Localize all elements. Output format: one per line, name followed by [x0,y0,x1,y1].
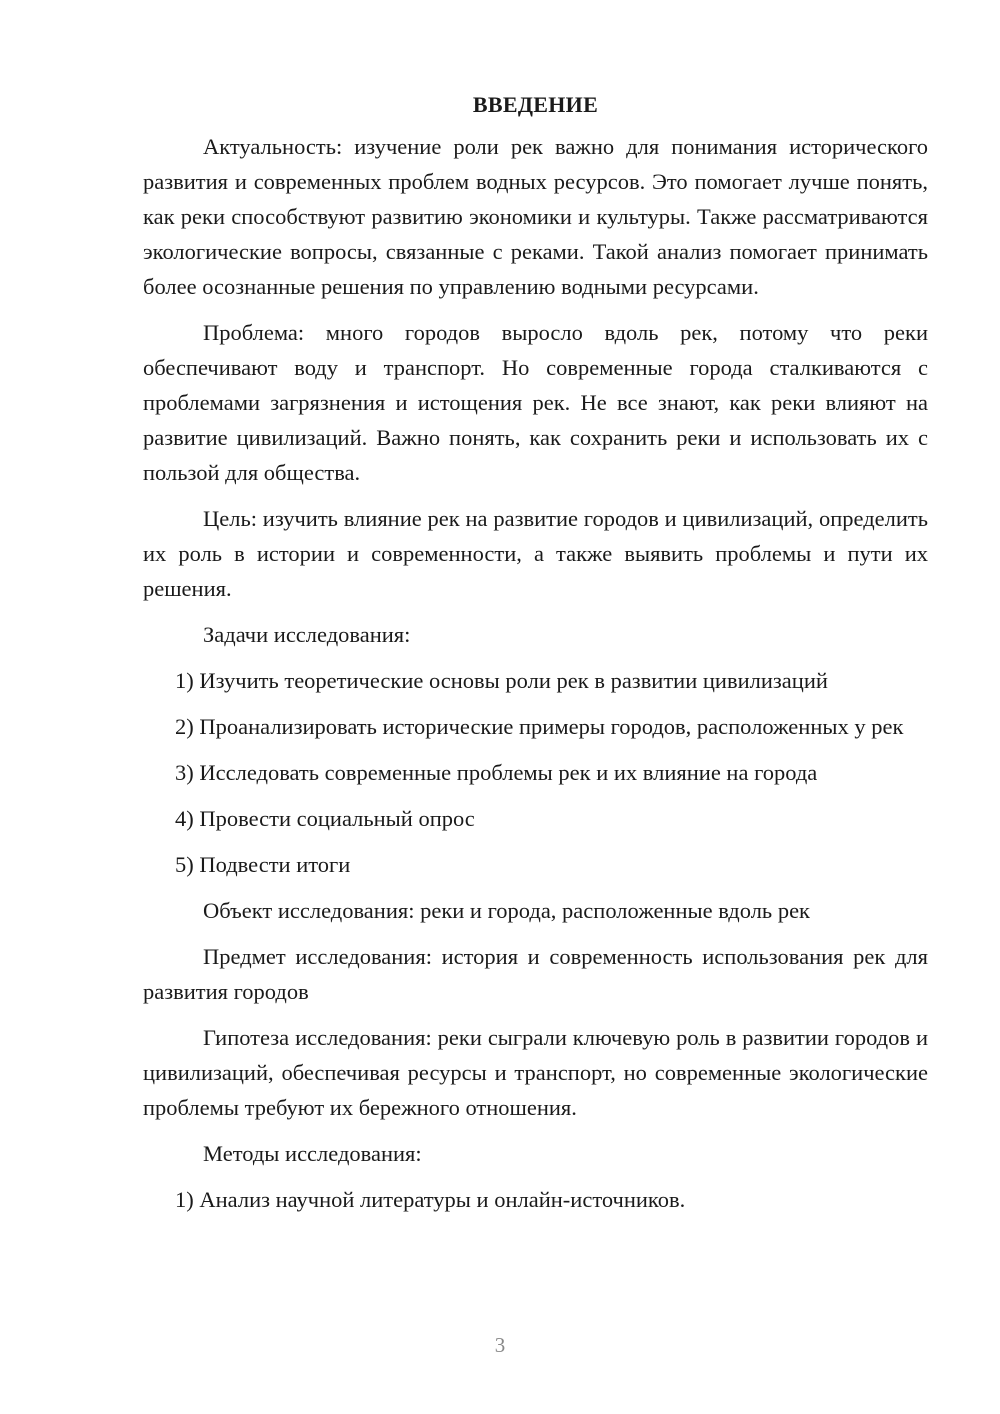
methods-heading: Методы исследования: [203,1141,422,1166]
task-item-3: 3) Исследовать современные проблемы рек и их влияние на города [175,760,818,785]
hypothesis-paragraph: Гипотеза исследования: реки сыграли ключевую роль в развитии городов и цивилизаций, обеспечивая ресурсы и транспорт, но современные экологические проблемы требуют их бережного отношения. [143,1025,928,1120]
methods-list [143,1182,928,1217]
tasks-list [143,663,928,882]
object-paragraph: Объект исследования: реки и города, расположенные вдоль рек [203,898,810,923]
task-item-2: 2) Проанализировать исторические примеры городов, расположенных у рек [175,714,904,739]
goal-paragraph: Цель: изучить влияние рек на развитие городов и цивилизаций, определить их роль в истории и современности, а также выявить проблемы и пути их решения. [143,506,928,601]
tasks-heading: Задачи исследования: [203,622,411,647]
task-item-1: 1) Изучить теоретические основы роли рек в развитии цивилизаций [175,668,828,693]
relevance-paragraph: Актуальность: изучение роли рек важно для понимания исторического развития и современных проблем водных ресурсов. Это помогает лучше понять, как реки способствуют развитию экономики и культуры. Также рассматриваются экологические вопросы, связанные с реками. Такой анализ помогает принимать более осознанные решения по управлению водными ресурсами. [143,134,928,299]
task-item-4: 4) Провести социальный опрос [175,806,475,831]
section-title: ВВЕДЕНИЕ [472,92,599,117]
page-number: 3 [494,1333,506,1357]
subject-paragraph: Предмет исследования: история и современность использования рек для развития городов [143,944,928,1004]
task-item-5: 5) Подвести итоги [175,852,351,877]
document-page [143,90,928,1217]
problem-paragraph: Проблема: много городов выросло вдоль рек, потому что реки обеспечивают воду и транспорт. Но современные города сталкиваются с проблемами загрязнения и истощения рек. Не все знают, как реки влияют на развитие цивилизаций. Важно понять, как сохранить реки и использовать их с пользой для общества. [143,320,928,485]
method-item-1: 1) Анализ научной литературы и онлайн-источников. [175,1187,686,1212]
